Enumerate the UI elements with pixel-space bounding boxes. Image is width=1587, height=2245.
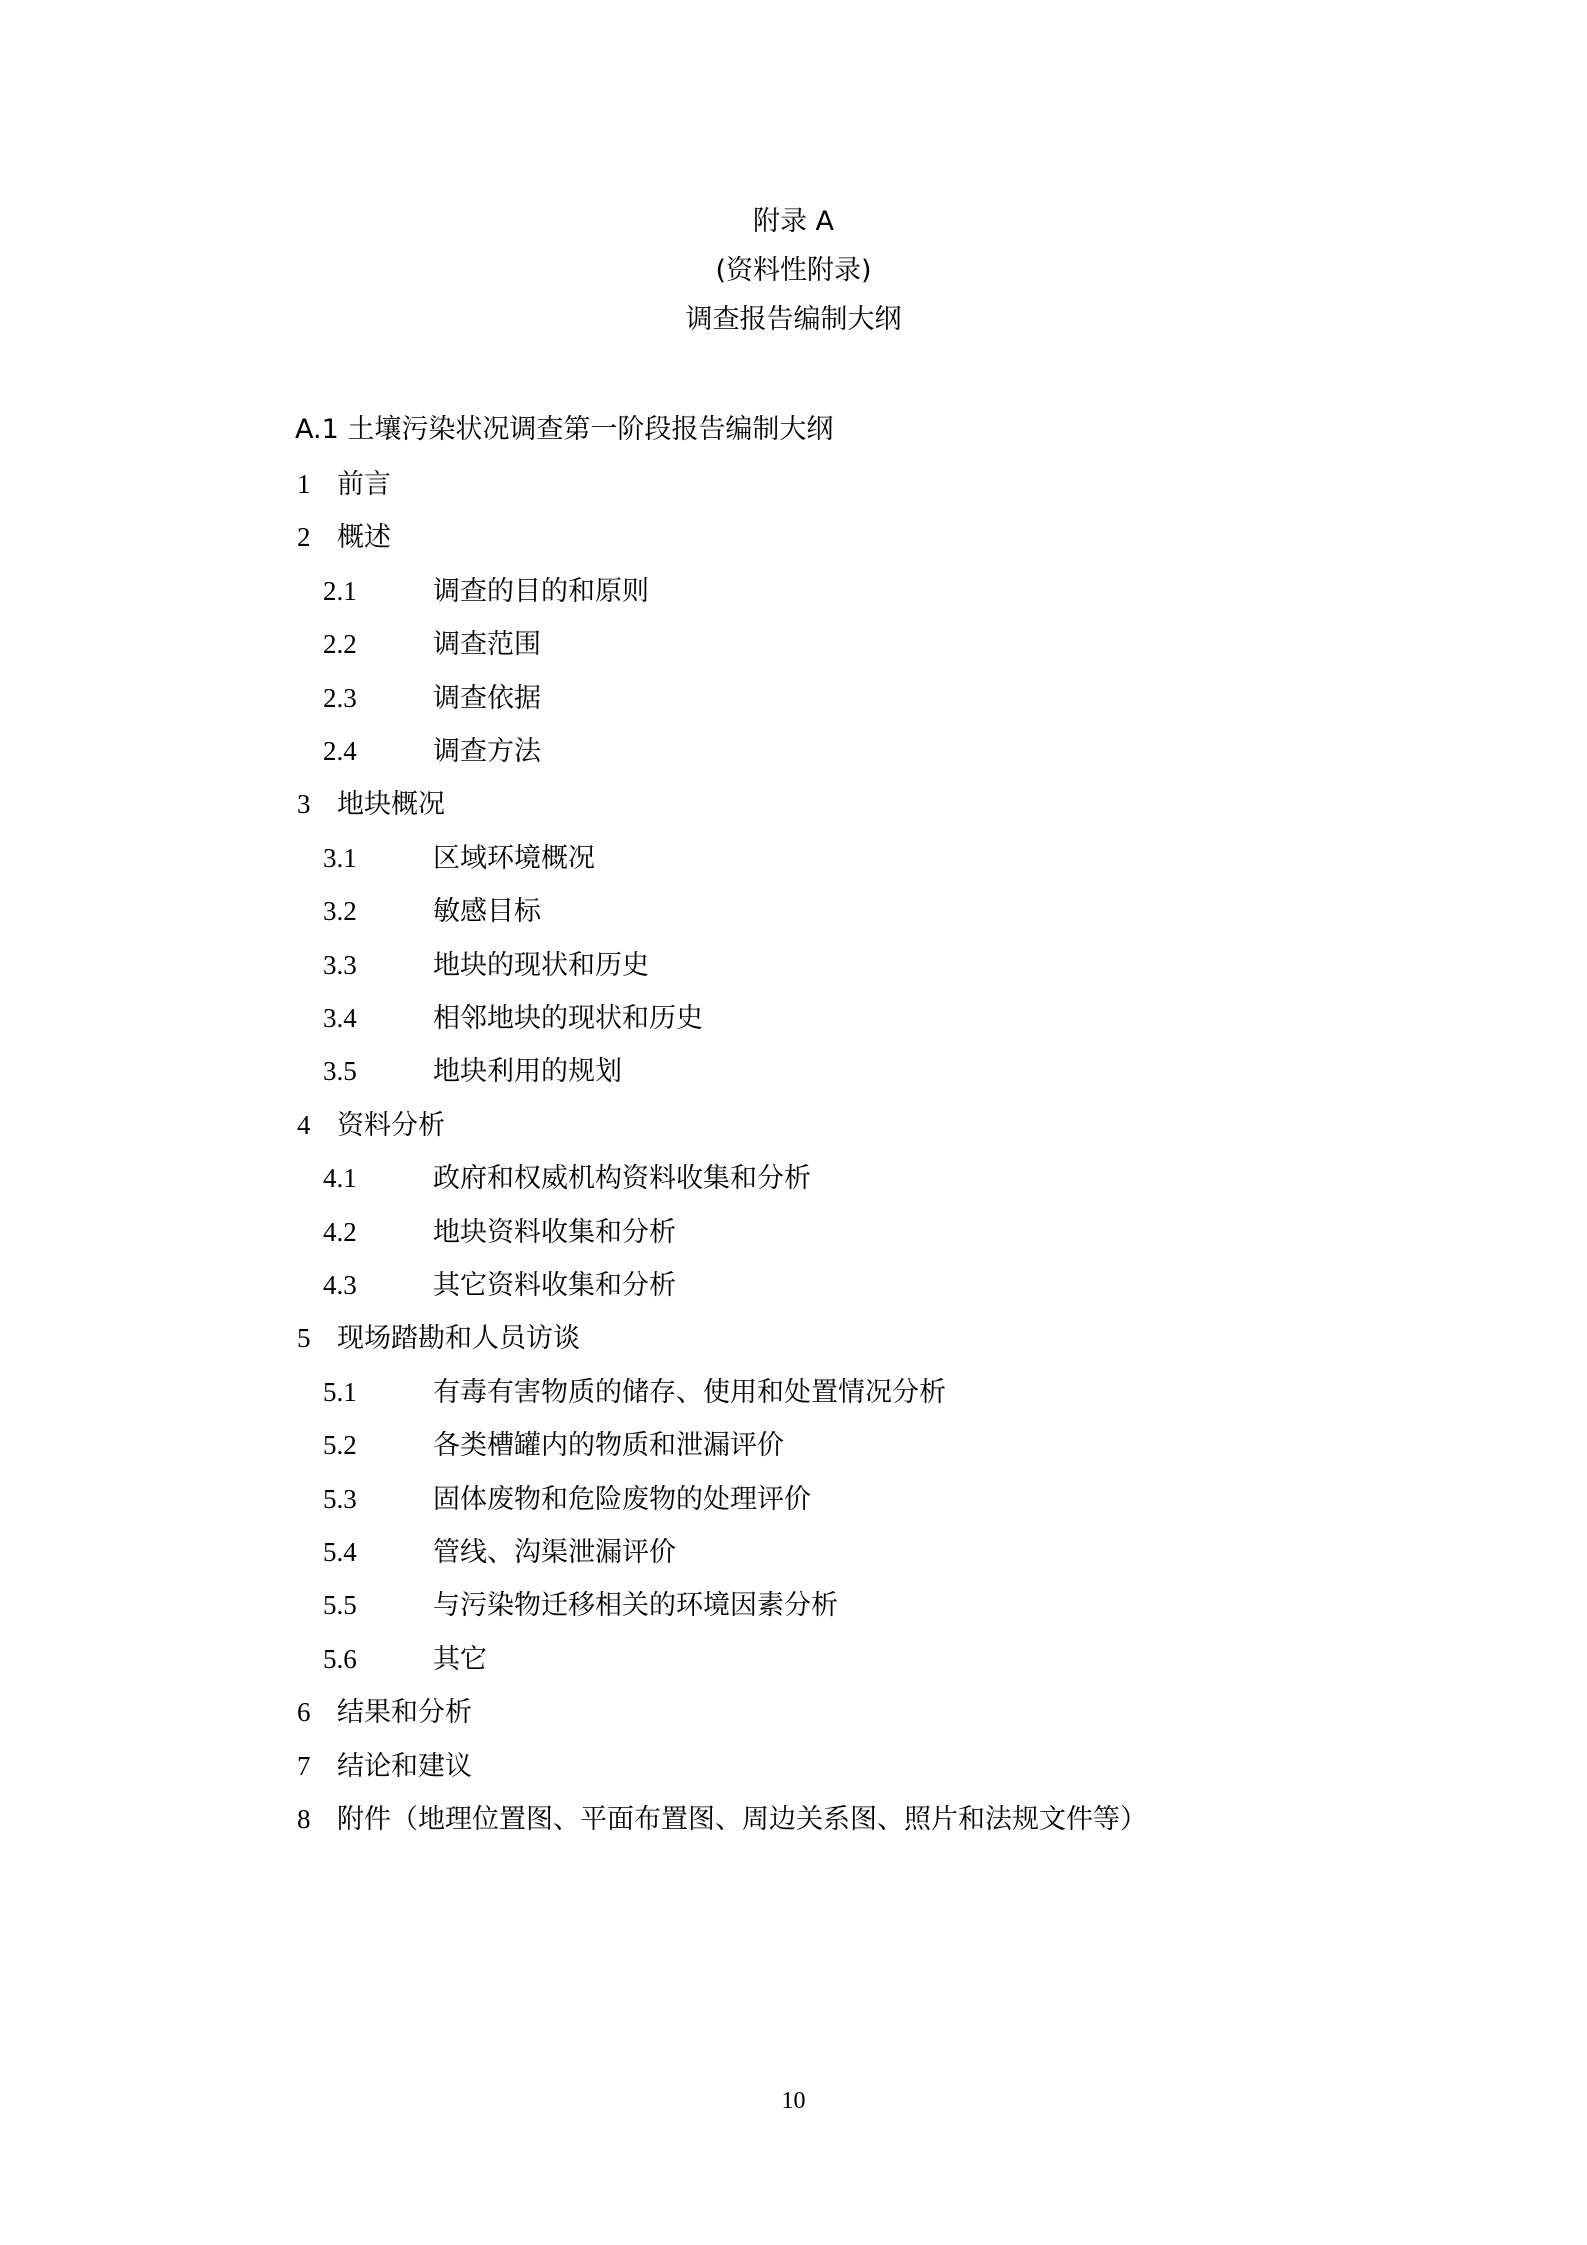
outline-number: 3.3 bbox=[323, 949, 357, 980]
appendix-title: 调查报告编制大纲 bbox=[685, 304, 902, 335]
page-number: 10 bbox=[781, 2088, 806, 2114]
section-title: A.1 土壤污染状况调查第一阶段报告编制大纲 bbox=[295, 414, 834, 445]
outline-text: 地块利用的规划 bbox=[433, 1056, 622, 1087]
outline-text: 调查的目的和原则 bbox=[433, 575, 649, 606]
outline-text: 与污染物迁移相关的环境因素分析 bbox=[433, 1590, 838, 1621]
outline-text: 现场踏勘和人员访谈 bbox=[337, 1323, 580, 1354]
outline-number: 6 bbox=[297, 1697, 311, 1728]
outline-number: 2.3 bbox=[323, 682, 357, 713]
outline-number: 2.2 bbox=[323, 629, 357, 660]
outline-text: 管线、沟渠泄漏评价 bbox=[433, 1537, 676, 1567]
outline-number: 5.2 bbox=[323, 1430, 357, 1461]
outline-number: 5.5 bbox=[323, 1590, 357, 1621]
outline-text: 调查方法 bbox=[433, 736, 541, 766]
outline-number: 5.1 bbox=[323, 1376, 357, 1407]
outline-number: 5 bbox=[297, 1323, 311, 1354]
outline-number: 2.4 bbox=[323, 736, 357, 766]
outline-text: 附件（地理位置图、平面布置图、周边关系图、照片和法规文件等） bbox=[337, 1804, 1147, 1834]
outline-text: 相邻地块的现状和历史 bbox=[433, 1003, 703, 1033]
appendix-label: 附录 A bbox=[752, 206, 835, 237]
outline-number: 3.5 bbox=[323, 1056, 357, 1087]
outline-text: 地块资料收集和分析 bbox=[433, 1216, 676, 1247]
outline-number: 4.2 bbox=[323, 1216, 357, 1247]
outline-text: 地块概况 bbox=[337, 789, 445, 820]
outline-number: 5.6 bbox=[323, 1643, 357, 1674]
outline-text: 概述 bbox=[337, 522, 391, 553]
outline-text: 其它资料收集和分析 bbox=[433, 1270, 676, 1300]
outline-number: 2 bbox=[297, 522, 311, 553]
appendix-type: (资料性附录) bbox=[715, 255, 872, 286]
outline-text: 结果和分析 bbox=[337, 1697, 472, 1728]
outline-number: 3.1 bbox=[323, 842, 357, 873]
outline-number: 8 bbox=[297, 1804, 311, 1834]
outline-text: 固体废物和危险废物的处理评价 bbox=[433, 1483, 811, 1514]
outline-text: 各类槽罐内的物质和泄漏评价 bbox=[433, 1430, 784, 1461]
outline-number: 4.3 bbox=[323, 1270, 357, 1300]
outline-text: 地块的现状和历史 bbox=[433, 949, 649, 980]
outline-number: 5.4 bbox=[323, 1537, 357, 1567]
outline-text: 有毒有害物质的储存、使用和处置情况分析 bbox=[433, 1376, 946, 1407]
outline-text: 敏感目标 bbox=[433, 896, 541, 927]
outline-text: 政府和权威机构资料收集和分析 bbox=[433, 1163, 811, 1194]
outline-number: 3 bbox=[297, 789, 311, 820]
outline-text: 调查范围 bbox=[433, 629, 541, 660]
outline-number: 3.4 bbox=[323, 1003, 357, 1033]
outline-text: 前言 bbox=[337, 469, 391, 499]
outline-number: 4.1 bbox=[323, 1163, 357, 1194]
outline-number: 3.2 bbox=[323, 896, 357, 927]
outline-number: 2.1 bbox=[323, 575, 357, 606]
outline-number: 1 bbox=[297, 469, 311, 499]
outline-text: 结论和建议 bbox=[337, 1750, 472, 1781]
outline-text: 区域环境概况 bbox=[433, 842, 595, 873]
outline-number: 5.3 bbox=[323, 1483, 357, 1514]
outline-number: 4 bbox=[297, 1109, 311, 1140]
outline-text: 调查依据 bbox=[433, 682, 541, 713]
outline-number: 7 bbox=[297, 1750, 311, 1781]
outline-text: 其它 bbox=[433, 1643, 487, 1674]
outline-text: 资料分析 bbox=[337, 1109, 445, 1140]
